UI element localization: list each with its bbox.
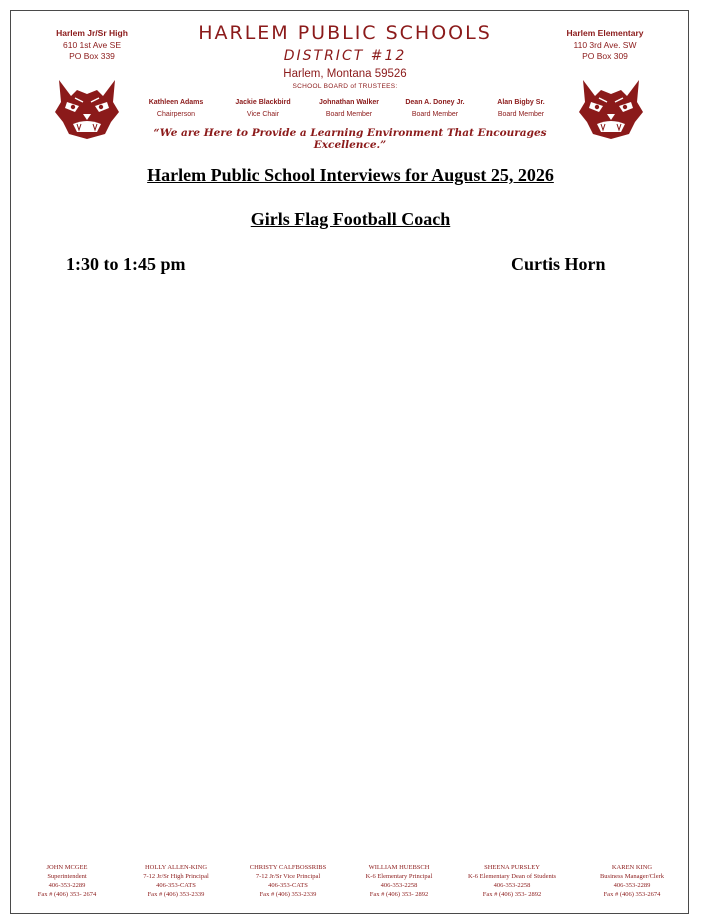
trustee-role: Board Member (411, 111, 459, 118)
staff-name: WILLIAM HUEBSCH (368, 864, 430, 871)
staff-name: JOHN MCGEE (46, 864, 88, 871)
staff-fax: Fax # (406) 353- 2892 (369, 891, 429, 898)
staff-name: KAREN KING (611, 864, 653, 871)
trustee (476, 97, 566, 121)
trustee-name: Johnathan Walker (318, 99, 380, 106)
right-school-name: Harlem Elementary (566, 28, 644, 38)
trustee-role: Chairperson (156, 111, 196, 118)
staff-name: CHRISTY CALFBOSSRIBS (249, 864, 327, 871)
footer-staff (7, 863, 127, 899)
right-school-po-box: PO Box 309 (582, 51, 628, 61)
staff-name: SHEENA PURSLEY (484, 864, 540, 871)
candidate-name: Curtis Horn (511, 254, 606, 274)
trustee-name: Alan Bigby Sr. (497, 99, 545, 106)
staff-title: 7-12 Jr/Sr High Principal (143, 873, 209, 880)
staff-title: Business Manager/Clerk (599, 873, 665, 880)
motto: “We are Here to Provide a Learning Environment That Encourages Excellence.” (153, 127, 547, 151)
staff-phone: 406-353-2289 (48, 882, 86, 889)
trustee (218, 97, 308, 121)
trustee (131, 97, 221, 121)
trustee-name: Jackie Blackbird (235, 99, 291, 106)
staff-phone: 406-353-2258 (493, 882, 531, 889)
staff-title: Superintendent (47, 873, 87, 880)
trustee-role: Board Member (325, 111, 373, 118)
left-school-info (42, 28, 142, 63)
footer-staff (572, 863, 692, 899)
footer-staff (228, 863, 348, 899)
staff-title: K-6 Elementary Dean of Students (467, 873, 557, 880)
trustee (304, 97, 394, 121)
staff-title: 7-12 Jr/Sr Vice Principal (255, 873, 321, 880)
staff-fax: Fax # (406) 353-2339 (147, 891, 205, 898)
staff-phone: 406-353-2258 (380, 882, 418, 889)
document-heading: Harlem Public School Interviews for August 25, 2026 (147, 165, 554, 185)
trustee-name: Dean A. Doney Jr. (405, 99, 465, 106)
staff-fax: Fax # (406) 353- 2892 (482, 891, 542, 898)
right-school-info (554, 28, 656, 63)
staff-fax: Fax # (406) 353- 2674 (37, 891, 97, 898)
left-school-po-box: PO Box 339 (69, 51, 115, 61)
right-school-address: 110 3rd Ave. SW (573, 39, 637, 50)
staff-fax: Fax # (406) 353-2674 (603, 891, 661, 898)
trustee-name: Kathleen Adams (148, 99, 204, 106)
district-label: DISTRICT #12 (283, 48, 407, 64)
trustee-role: Vice Chair (246, 111, 280, 118)
wildcat-mascot-icon (577, 76, 645, 140)
staff-name: HOLLY ALLEN-KING (144, 864, 208, 871)
staff-phone: 406-353-CATS (268, 882, 308, 889)
footer-staff (452, 863, 572, 899)
interview-time: 1:30 to 1:45 pm (66, 254, 186, 274)
footer-staff (116, 863, 236, 899)
trustee-role: Board Member (497, 111, 545, 118)
left-school-name: Harlem Jr/Sr High (56, 28, 128, 38)
trustee (390, 97, 480, 121)
left-school-address: 610 1st Ave SE (63, 39, 121, 50)
staff-fax: Fax # (406) 353-2339 (259, 891, 317, 898)
board-title: SCHOOL BOARD of TRUSTEES: (292, 83, 398, 90)
position-title: Girls Flag Football Coach (250, 209, 451, 229)
staff-title: K-6 Elementary Principal (365, 873, 433, 880)
footer-staff (339, 863, 459, 899)
staff-phone: 406-353-CATS (156, 882, 196, 889)
wildcat-mascot-icon (53, 76, 121, 140)
city-address: Harlem, Montana 59526 (283, 68, 407, 80)
staff-phone: 406-353-2289 (613, 882, 651, 889)
letterhead-title: HARLEM PUBLIC SCHOOLS (198, 22, 492, 44)
